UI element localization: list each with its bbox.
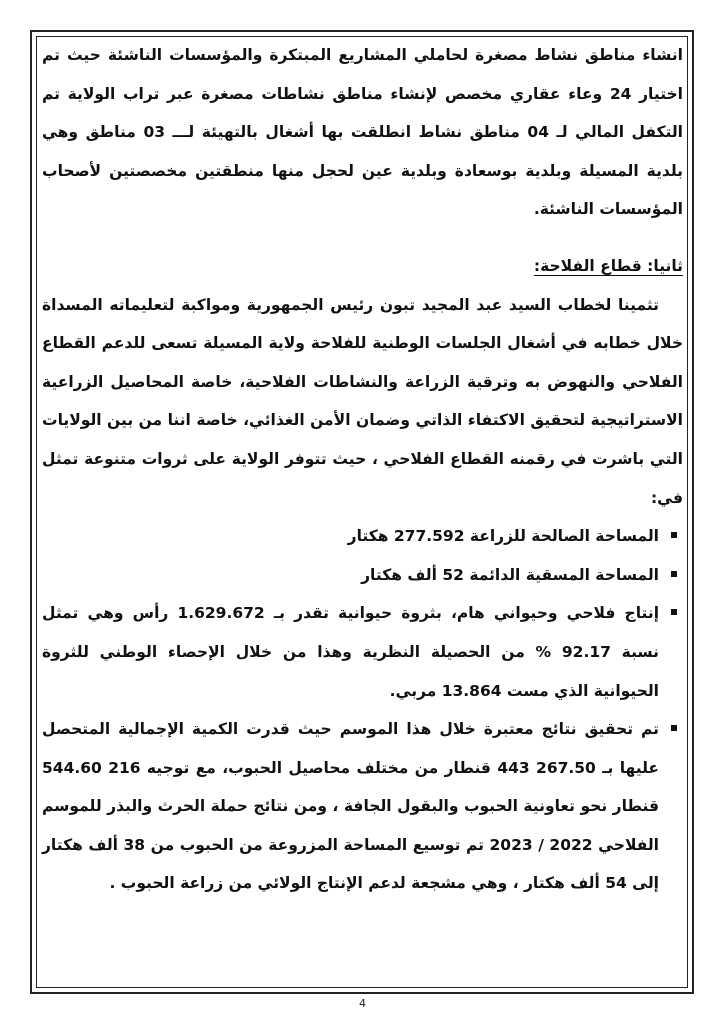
bullet-item: تم تحقيق نتائج معتبرة خلال هذا الموسم حيث قدرت الكمية الإجمالية المتحصل عليها بـ 267.50 443 قنطار من مختلف محاصيل الحبوب، مع توجيه 216 544.60 قنطار نحو تعاونية الحبوب والبقول الجافة ، ومن نتائج حملة الحرث والبذر للموسم الفلاحي 2022 / 2023 تم توسيع المساحة المزروعة من الحبوب من 38 ألف هكتار إلى 54 ألف هكتار ، وهي مشجعة لدعم الإنتاج الولائي من زراعة الحبوب . bbox=[42, 710, 683, 903]
section-heading: ثانيا: قطاع الفلاحة: bbox=[533, 256, 683, 275]
page-number: 4 bbox=[359, 997, 366, 1010]
bullet-item: المساحة الصالحة للزراعة 277.592 هكتار bbox=[42, 517, 683, 556]
bullet-item: إنتاج فلاحي وحيواني هام، بثروة حيوانية تقدر بـ 1.629.672 رأس وهي تمثل نسبة 92.17 % من الحصيلة النظرية وهذا من خلال الإحصاء الوطني للثروة الحيوانية الذي مست 13.864 مربي. bbox=[42, 594, 683, 710]
bullet-item: المساحة المسقية الدائمة 52 ألف هكتار bbox=[42, 556, 683, 595]
section-paragraph: تثمينا لخطاب السيد عبد المجيد تبون رئيس الجمهورية ومواكبة لتعليماته المسداة خلال خطابه في أشغال الجلسات الوطنية للفلاحة ولاية المسيلة تسعى للدعم القطاع الفلاحي والنهوض به وترقية الزراعة والنشاطات الفلاحية، خاصة المحاصيل الزراعية الاستراتيجية لتحقيق الاكتفاء الذاتي وضمان الأمن الغذائي، خاصة اننا من بين الولايات التي باشرت في رقمنه القطاع الفلاحي ، حيث تتوفر الولاية على ثروات متنوعة تمثل في: bbox=[42, 295, 683, 507]
bullet-list bbox=[42, 517, 683, 903]
section-gap bbox=[42, 229, 683, 247]
document-body bbox=[42, 36, 683, 903]
intro-paragraph: انشاء مناطق نشاط مصغرة لحاملي المشاريع المبتكرة والمؤسسات الناشئة حيث تم اختيار 24 وعاء عقاري مخصص لإنشاء مناطق نشاطات مصغرة عبر تراب الولاية تم التكفل المالي لـ 04 مناطق نشاط انطلقت بها أشغال بالتهيئة لـــ 03 مناطق وهي بلدية المسيلة وبلدية بوسعادة وبلدية عين لحجل منها منطقتين مخصصتين لأصحاب المؤسسات الناشئة. bbox=[42, 46, 684, 219]
